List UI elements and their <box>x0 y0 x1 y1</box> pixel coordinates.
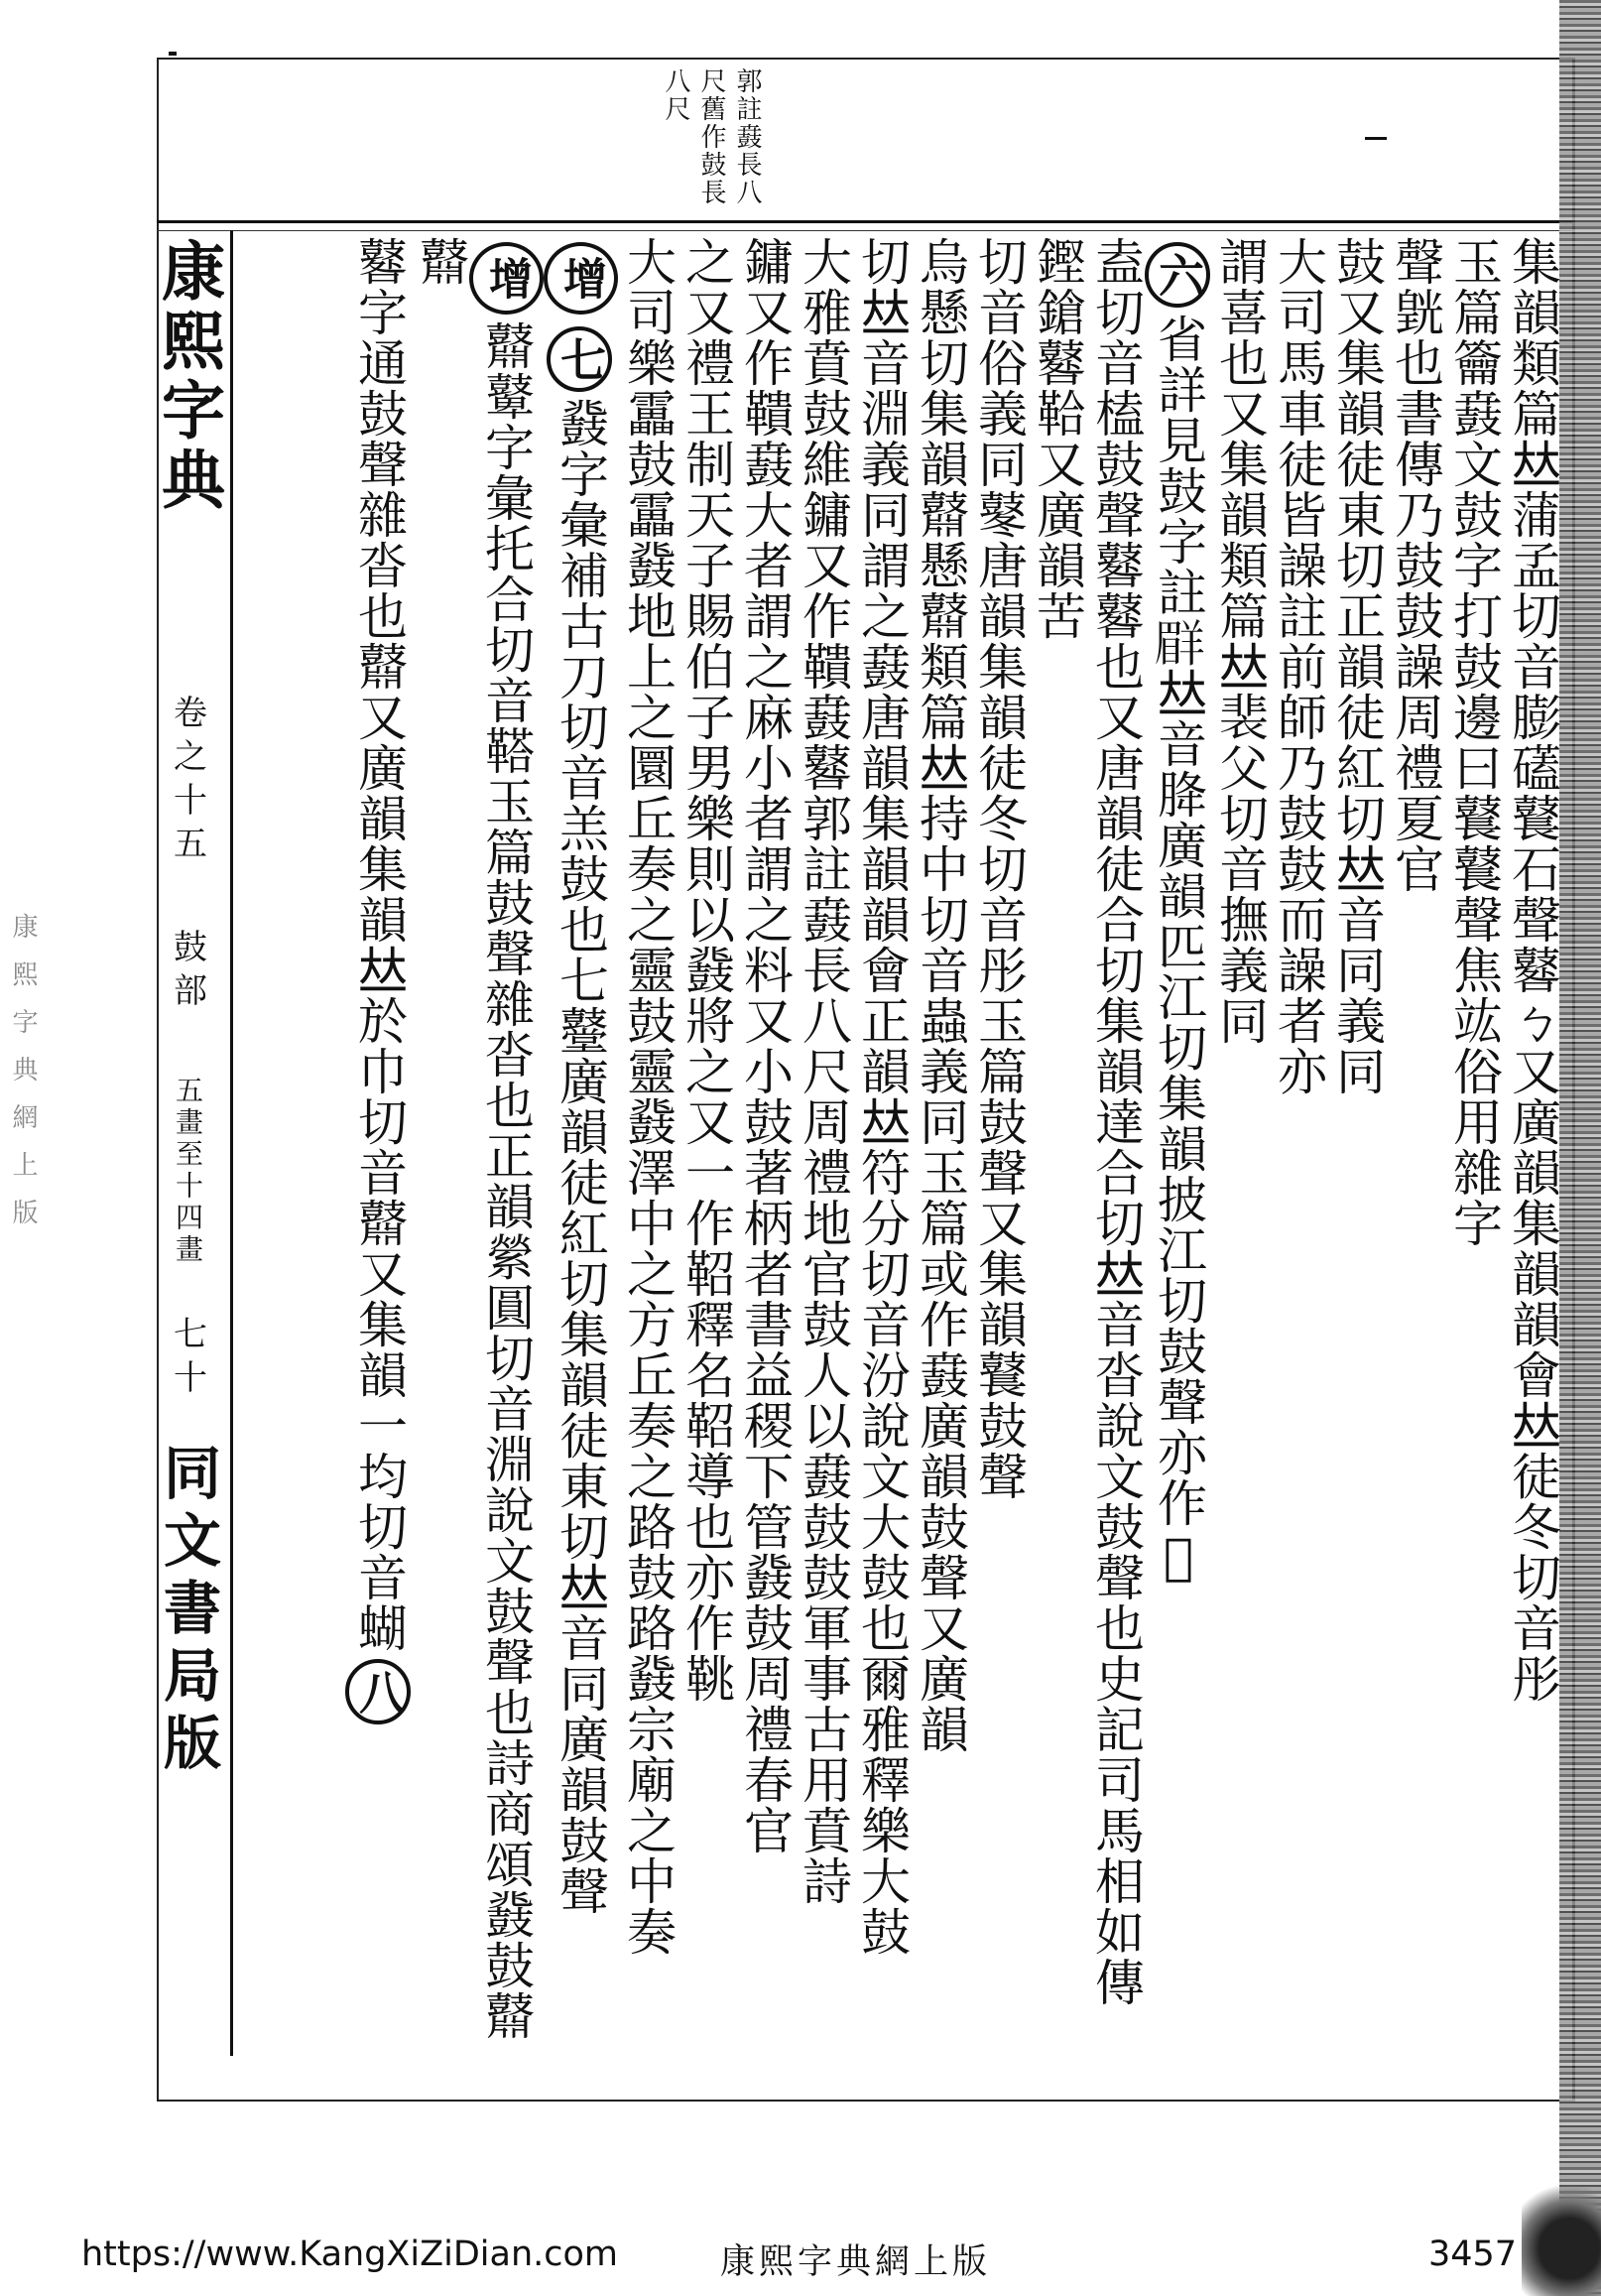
volume-label: 卷之十五 <box>167 695 207 869</box>
body-line: 切音俗義同鼕唐韻集韻徒冬切音彤玉篇鼓聲又集韻鼚鼓聲 <box>970 236 1028 1501</box>
footer-url-link[interactable]: https://www.KangXiZiDian.com <box>81 2234 619 2274</box>
page-edge-scan-texture <box>1559 0 1601 2296</box>
side-watermark: 康熙字典網上版 <box>8 913 38 1246</box>
scan-speck <box>1365 137 1387 140</box>
augment-mark: 增 <box>544 242 618 315</box>
title-column <box>149 230 226 2056</box>
dictionary-body <box>244 236 1561 2052</box>
body-line: 大司樂靁鼓靁鼗地上之圜丘奏之靈鼓靈鼗澤中之方丘奏之路鼓路鼗宗廟之中奏 <box>619 236 677 1957</box>
top-note-col-3: 八尺 <box>661 67 690 123</box>
header-rule <box>157 230 1575 231</box>
body-line: 大司馬車徒皆譟註前師乃鼓鼓而譟者亦 <box>1270 236 1327 1096</box>
stroke-range-label: 五畫至十四畫 <box>172 1076 204 1266</box>
body-line: 玉篇籥鼖文鼓字打鼓邊曰鼚鼚聲焦竑俗用雜字 <box>1445 236 1503 1248</box>
section-number-seven: 七 <box>547 326 612 392</box>
body-line: 增鼘鼙字彙托合切音鞳玉篇鼓聲雜沓也正韻縈圓切音淵說文鼓聲也詩商頌鼗鼓鼘鼘 <box>411 236 544 2052</box>
section-number-six: 六 <box>1145 242 1210 308</box>
body-line: 之又禮王制天子賜伯子男樂則以鼗將之又一作鞀釋名鞀導也亦作鞉 <box>677 236 735 1704</box>
body-line: 聲皝也書傳乃鼓鼓譟周禮夏官 <box>1387 236 1444 894</box>
top-note-col-1: 郭註鼖長八 <box>732 67 762 206</box>
body-line: 鏞又作鞼鼖大者謂之麻小者謂之料又小鼓著柄者書益稷下管鼗鼓周禮春官 <box>736 236 794 1855</box>
body-line: 謂喜也又集韻類篇𠀤裴父切音撫義同 <box>1211 236 1269 1046</box>
body-line: 六省詳見鼓字註𦎨𠀤音胮廣韻匹江切集韻披江切鼓聲亦作𪔀 <box>1145 236 1210 2052</box>
footer-page-number: 3457 <box>1428 2234 1518 2274</box>
body-line: 切𠀤音淵義同謂之鼖唐韻集韻韻會正韻𠀤符分切音汾說文大鼓也爾雅釋樂大鼓 <box>853 236 911 1957</box>
augment-mark: 增 <box>469 242 544 315</box>
body-line: 鼛字通鼓聲雜沓也鼘又廣韻集韻𠀤於巾切音鼘又集韻一均切音蝴八 <box>345 236 411 2052</box>
body-line: 烏懸切集韻鼘懸鼘類篇𠀤持中切音蟲義同玉篇或作鼖廣韻鼓聲又廣韻 <box>912 236 969 1754</box>
body-line: 鼓又集韻徒東切正韻徒紅切𠀤音同義同 <box>1328 236 1386 1096</box>
scan-speck <box>169 52 177 56</box>
dictionary-title: 康熙字典 <box>151 238 225 516</box>
radical-label: 鼓部 <box>167 929 207 1016</box>
publisher-label: 同文書局版 <box>154 1443 221 1780</box>
body-line: 盍切音榼鼓聲鼛鼛也又唐韻徒合切集韻達合切𠀤音沓說文鼓聲也史記司馬相如傳鏗鎗鼛鞈又廣韻苦 <box>1029 236 1145 2007</box>
body-line: 增七鼗字彙補古刀切音羔鼓也七鼞廣韻徒紅切集韻徒東切𠀤音同廣韻鼓聲 <box>544 236 618 2052</box>
top-note-col-2: 尺舊作鼓長 <box>696 67 726 206</box>
section-number-eight: 八 <box>345 1659 411 1724</box>
body-line: 集韻類篇𠀤蒲孟切音膨礚鼚石聲鼛ㄅ又廣韻集韻韻會𠀤徒冬切音彤 <box>1504 236 1561 1704</box>
leaf-number: 七十 <box>167 1316 207 1403</box>
top-rule <box>157 220 1575 223</box>
footer-site-name: 康熙字典網上版 <box>720 2242 992 2282</box>
body-line: 大雅賁鼓維鏞又作鞼鼖鼛郭註鼖長八尺周禮地官鼓人以鼖鼓鼓軍事古用賁詩 <box>795 236 852 1906</box>
scan-blot <box>1522 2177 1601 2296</box>
